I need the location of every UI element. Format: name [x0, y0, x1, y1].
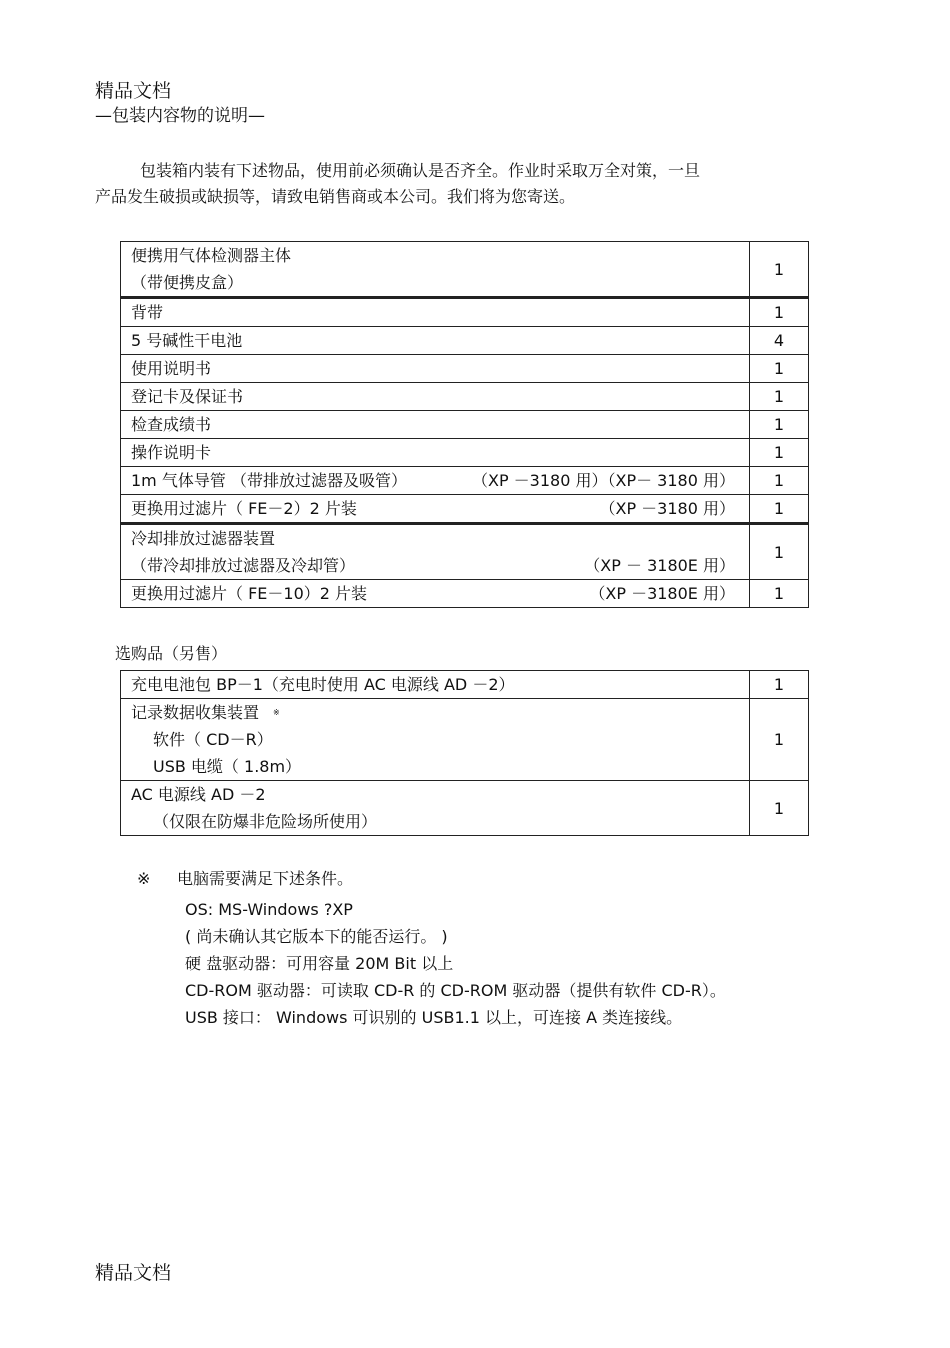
footer-watermark: 精品文档 [95, 1262, 172, 1284]
note-conditions [185, 896, 726, 1031]
table-row [121, 298, 809, 327]
item-name-cell [121, 439, 750, 467]
item-name: 背带 [131, 303, 164, 322]
item-name: 更换用过滤片（ FE－2）2 片装 [131, 499, 357, 518]
footnote-mark: ※ [273, 708, 280, 717]
option-name: 充电电池包 BP－1（充电时使用 AC 电源线 AD －2） [131, 675, 515, 694]
item-quantity: 1 [750, 411, 809, 439]
table-row [121, 671, 809, 699]
item-name-cell [121, 383, 750, 411]
item-name-cell [121, 242, 750, 298]
item-model-note: （XP －3180E 用） [589, 584, 735, 603]
table-row [121, 383, 809, 411]
option-name: 软件（ CD－R） [153, 730, 273, 749]
option-name-cell [121, 699, 750, 781]
option-name: （仅限在防爆非危险场所使用） [153, 812, 378, 831]
item-quantity: 1 [750, 383, 809, 411]
table-row [121, 467, 809, 495]
item-name: 使用说明书 [131, 359, 212, 378]
item-name: 更换用过滤片（ FE－10）2 片装 [131, 584, 368, 603]
intro-line-1: 包装箱内装有下述物品，使用前必须确认是否齐全。作业时采取万全对策，一旦 [140, 161, 701, 180]
item-name: （带冷却排放过滤器及冷却管） [131, 556, 356, 575]
note-title: 电脑需要满足下述条件。 [177, 869, 354, 888]
table-row [121, 411, 809, 439]
item-quantity: 1 [750, 355, 809, 383]
option-quantity: 1 [750, 699, 809, 781]
header-watermark: 精品文档 [95, 80, 172, 102]
item-model-note: （XP －3180 用） [599, 499, 735, 518]
item-name: 检查成绩书 [131, 415, 212, 434]
item-quantity: 1 [750, 467, 809, 495]
table-row [121, 524, 809, 580]
item-model-note: （XP － 3180E 用） [584, 556, 735, 575]
item-model-note: （XP －3180 用）（XP－ 3180 用） [471, 471, 735, 490]
table-row [121, 495, 809, 524]
table-row [121, 699, 809, 781]
note-mark: ※ [137, 869, 151, 888]
table-row [121, 355, 809, 383]
note-condition-line: 硬 盘驱动器：可用容量 20M Bit 以上 [185, 954, 454, 973]
table-row [121, 439, 809, 467]
table-row [121, 781, 809, 836]
item-name-cell [121, 355, 750, 383]
table-row [121, 580, 809, 608]
item-quantity: 1 [750, 439, 809, 467]
note-condition-line: CD-ROM 驱动器：可读取 CD-R 的 CD-ROM 驱动器（提供有软件 CD-R）。 [185, 981, 726, 1000]
option-quantity: 1 [750, 781, 809, 836]
table-row [121, 327, 809, 355]
item-name-cell [121, 495, 750, 524]
item-name: 便携用气体检测器主体 [131, 246, 292, 265]
optional-title: 选购品（另售） [115, 644, 228, 663]
note-condition-line: OS: MS-Windows ?XP [185, 900, 353, 919]
item-name: 1m 气体导管 （带排放过滤器及吸管） [131, 471, 407, 490]
item-name-cell [121, 298, 750, 327]
item-name-cell [121, 580, 750, 608]
item-quantity: 1 [750, 242, 809, 298]
item-quantity: 1 [750, 495, 809, 524]
item-name: 登记卡及保证书 [131, 387, 244, 406]
item-quantity: 1 [750, 298, 809, 327]
item-quantity: 1 [750, 580, 809, 608]
option-name: USB 电缆（ 1.8m） [153, 757, 302, 776]
contents-table [120, 241, 809, 608]
item-name: 冷却排放过滤器装置 [131, 529, 276, 548]
item-name-cell [121, 467, 750, 495]
item-name: （带便携皮盒） [131, 273, 244, 292]
note-condition-line: USB 接口： Windows 可识别的 USB1.1 以上，可连接 A 类连接线。 [185, 1008, 683, 1027]
page-subtitle: —包装内容物的说明— [95, 106, 265, 126]
option-name-cell [121, 781, 750, 836]
option-name-cell [121, 671, 750, 699]
item-name: 5 号碱性干电池 [131, 331, 243, 350]
item-quantity: 4 [750, 327, 809, 355]
item-name-cell [121, 524, 750, 580]
item-name-cell [121, 327, 750, 355]
table-row [121, 242, 809, 298]
option-name: AC 电源线 AD －2 [131, 785, 266, 804]
option-quantity: 1 [750, 671, 809, 699]
option-name: 记录数据收集装置 [131, 703, 260, 722]
optional-table [120, 670, 809, 836]
item-name: 操作说明卡 [131, 443, 212, 462]
intro-line-2: 产品发生破损或缺损等，请致电销售商或本公司。我们将为您寄送。 [95, 187, 576, 206]
item-name-cell [121, 411, 750, 439]
item-quantity: 1 [750, 524, 809, 580]
note-condition-line: ( 尚未确认其它版本下的能否运行。 ) [185, 927, 448, 946]
